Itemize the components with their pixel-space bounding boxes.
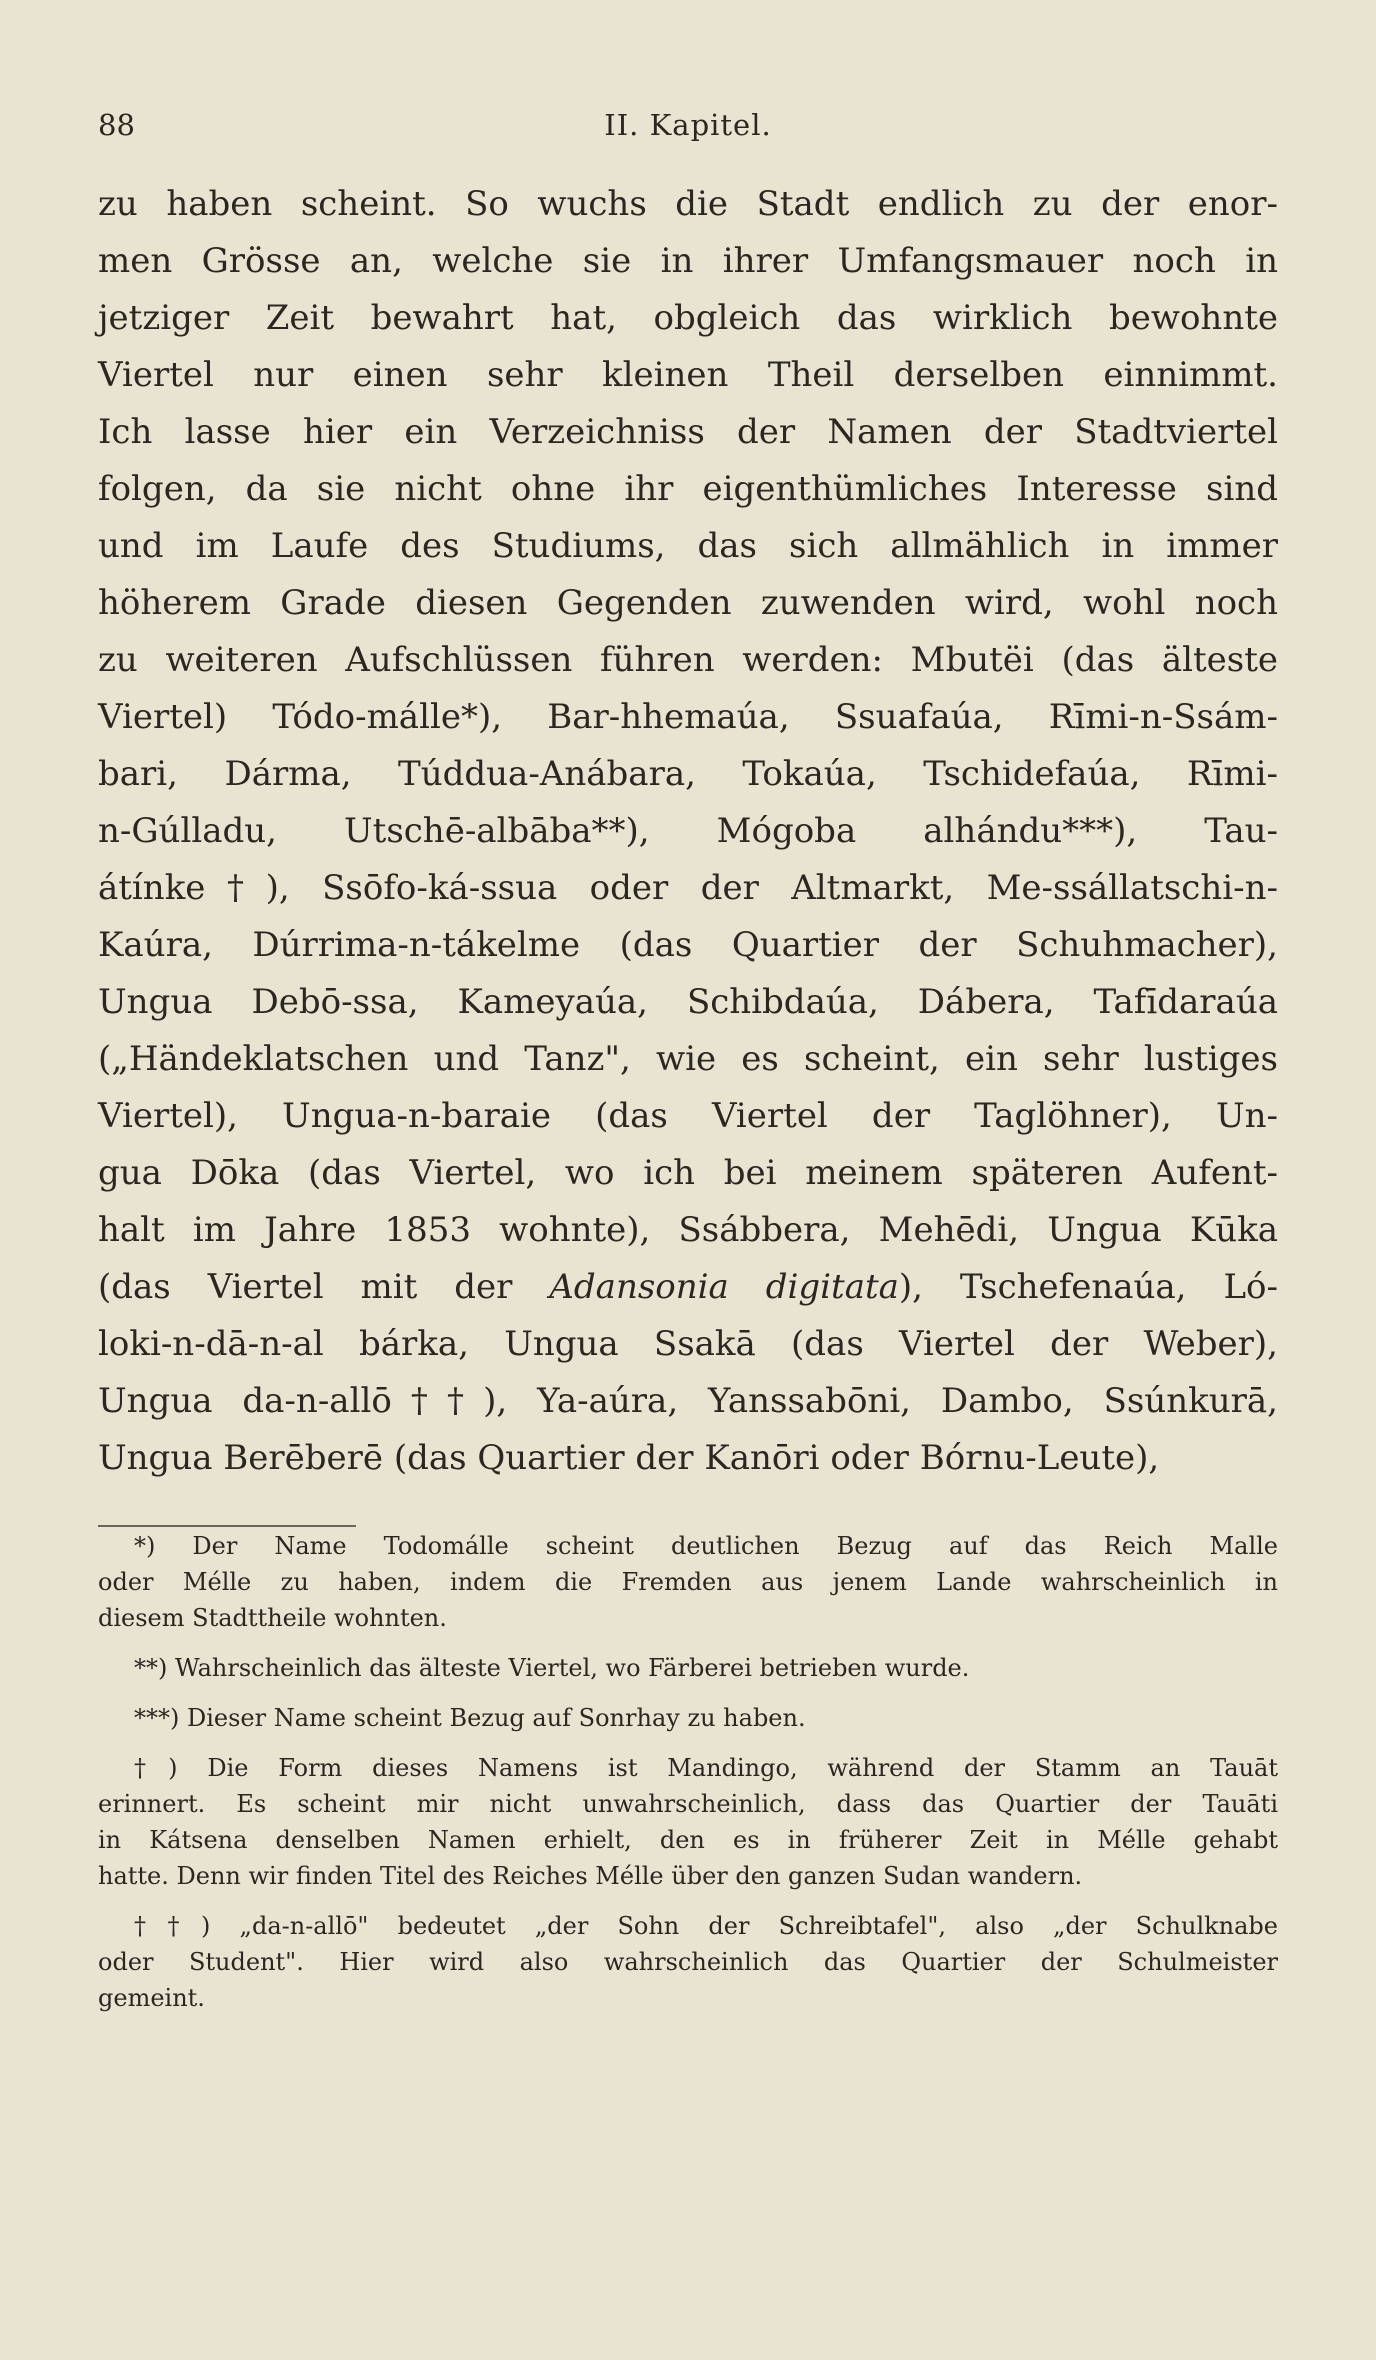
footnote	[98, 1650, 1278, 1686]
footnote-line: *) Der Name Todomálle scheint deutlichen Bezug auf das Reich Malle	[134, 1532, 1278, 1560]
body-line: Ungua Berēberē (das Quartier der Kanōri oder Bórnu-Leute),	[98, 1438, 1160, 1478]
body-text	[98, 176, 1278, 1487]
body-line: Ungua Debō-ssa, Kameyaúa, Schibdaúa, Dábera, Tafīdaraúa	[98, 982, 1278, 1022]
body-line: Ungua da-n-allō††), Ya-aúra, Yanssabōni, Dambo, Ssúnkurā,	[98, 1381, 1278, 1421]
body-line: jetziger Zeit bewahrt hat, obgleich das wirklich bewohnte	[98, 298, 1278, 338]
body-line: loki-n-dā-n-al bárka, Ungua Ssakā (das Viertel der Weber),	[98, 1324, 1278, 1364]
footnote	[98, 1700, 1278, 1736]
footnote-line: ††) „da-n-allō" bedeutet „der Sohn der Schreibtafel", also „der Schulknabe	[134, 1912, 1278, 1940]
footnote-line: gemeint.	[98, 1984, 205, 2012]
body-line: Viertel) Tódo-málle*), Bar-hhemaúa, Ssuafaúa, Rīmi-n-Ssám-	[98, 697, 1278, 737]
footnotes	[98, 1526, 1278, 2016]
body-line: Ich lasse hier ein Verzeichniss der Namen der Stadtviertel	[98, 412, 1278, 452]
body-line: men Grösse an, welche sie in ihrer Umfangsmauer noch in	[98, 241, 1278, 281]
footnote-line: oder Mélle zu haben, indem die Fremden aus jenem Lande wahrscheinlich in	[98, 1568, 1278, 1596]
body-line: Viertel), Ungua-n-baraie (das Viertel der Taglöhner), Un-	[98, 1096, 1278, 1136]
footnote	[98, 1528, 1278, 1636]
body-line: (das Viertel mit der Adansonia digitata), Tschefenaúa, Ló-	[98, 1267, 1278, 1307]
footnote-line: hatte. Denn wir finden Titel des Reiches Mélle über den ganzen Sudan wandern.	[98, 1862, 1083, 1890]
italic-term: Adansonia digitata	[549, 1267, 899, 1307]
footnote-line: ***) Dieser Name scheint Bezug auf Sonrhay zu haben.	[134, 1704, 806, 1732]
body-line: Viertel nur einen sehr kleinen Theil derselben einnimmt.	[98, 355, 1278, 395]
body-line: Kaúra, Dúrrima-n-tákelme (das Quartier der Schuhmacher),	[98, 925, 1278, 965]
body-line: zu haben scheint. So wuchs die Stadt endlich zu der enor-	[98, 184, 1278, 224]
body-line: und im Laufe des Studiums, das sich allmählich in immer	[98, 526, 1278, 566]
footnote-line: †) Die Form dieses Namens ist Mandingo, während der Stamm an Tauāt	[134, 1754, 1278, 1782]
body-line: n-Gúlladu, Utschē-albāba**), Mógoba alhándu***), Tau-	[98, 811, 1278, 851]
running-head: II. Kapitel.	[604, 108, 772, 142]
footnote-line: diesem Stadttheile wohnten.	[98, 1604, 447, 1632]
body-line: folgen, da sie nicht ohne ihr eigenthümliches Interesse sind	[98, 469, 1278, 509]
footnote	[98, 1750, 1278, 1894]
body-line: átínke†), Ssōfo-ká-ssua oder der Altmarkt, Me-ssállatschi-n-	[98, 868, 1278, 908]
body-line: gua Dōka (das Viertel, wo ich bei meinem späteren Aufent-	[98, 1153, 1278, 1193]
body-line: höherem Grade diesen Gegenden zuwenden wird, wohl noch	[98, 583, 1278, 623]
body-line: halt im Jahre 1853 wohnte), Ssábbera, Mehēdi, Ungua Kūka	[98, 1210, 1278, 1250]
footnote-line: **) Wahrscheinlich das älteste Viertel, wo Färberei betrieben wurde.	[134, 1654, 970, 1682]
footnote-line: oder Student". Hier wird also wahrscheinlich das Quartier der Schulmeister	[98, 1948, 1278, 1976]
body-line: bari, Dárma, Túddua-Anábara, Tokaúa, Tschidefaúa, Rīmi-	[98, 754, 1278, 794]
body-line: zu weiteren Aufschlüssen führen werden: Mbutëi (das älteste	[98, 640, 1278, 680]
footnote	[98, 1908, 1278, 2016]
page-number: 88	[98, 108, 135, 142]
page-header	[98, 108, 1278, 148]
body-line: („Händeklatschen und Tanz", wie es scheint, ein sehr lustiges	[98, 1039, 1278, 1079]
footnote-line: erinnert. Es scheint mir nicht unwahrscheinlich, dass das Quartier der Tauāti	[98, 1790, 1278, 1818]
footnote-line: in Kátsena denselben Namen erhielt, den es in früherer Zeit in Mélle gehabt	[98, 1826, 1278, 1854]
